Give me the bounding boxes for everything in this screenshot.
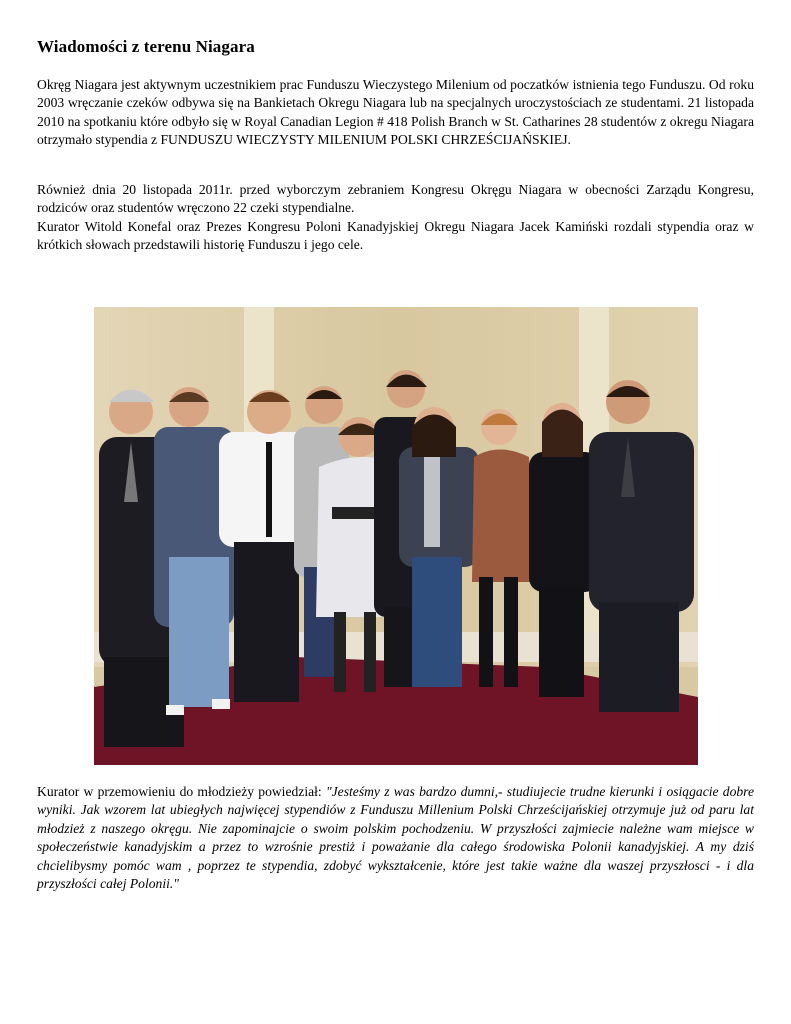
- paragraph-curator: Kurator Witold Konefal oraz Prezes Kongresu Poloni Kanadyjskiej Okregu Niagara Jacek Kamiński rozdali stypendia oraz w krótkich słowach przedstawili historię Funduszu i jego cele.: [37, 219, 754, 253]
- paragraph-intro: Okręg Niagara jest aktywnym uczestnikiem prac Funduszu Wieczystego Milenium od poczatków istnienia tego Funduszu. Od roku 2003 wręczanie czeków odbywa się na Bankietach Okregu Niagara lub na specjalnych uroczystościach ze studentami. 21 listopada 2010 na spotkaniu które odbyło się w Royal Canadian Legion # 418 Polish Branch w St. Catharines 28 studentów z okregu Niagara otrzymało stypendia z FUNDUSZU WIECZYSTY MILENIUM POLSKI CHRZEŚCIJAŃSKIEJ.: [37, 77, 754, 148]
- paragraph-ceremony: Również dnia 20 listopada 2011r. przed wyborczym zebraniem Kongresu Okręgu Niagara w obecności Zarządu Kongresu, rodziców oraz studentów wręczono 22 czeki stypendialne.: [37, 182, 754, 216]
- document-title: Wiadomości z terenu Niagara: [37, 37, 255, 56]
- caption-intro: Kurator w przemowieniu do młodzieży powiedział:: [37, 784, 326, 799]
- group-photo: [94, 307, 698, 765]
- photo-caption: [37, 783, 754, 893]
- caption-quote: "Jesteśmy z was bardzo dumni,- studiujecie trudne kierunki i osiągacie dobre wyniki. Jak wzorem lat ubiegłych najwięcej stypendiów z Funduszu Millenium Polski Chrześcijańskiej otrzymuje już od paru lat młodzież z naszego okręgu. Nie zapominajcie o swoim polskim pochodzeniu. W przyszłości zajmiecie należne wam miejsce w społeczeństwie kanadyjskim a przez to wzrośnie prestiż i poważanie dla całego środowiska Polonii kanadyjskiej. A my dziś chcielibysmy pomóc wam , poprzez te stypendia, zdobyć wykształcenie, które jest takie ważne dla waszej przyszłosci - i dla przyszłości całej Polonii.": [37, 784, 754, 892]
